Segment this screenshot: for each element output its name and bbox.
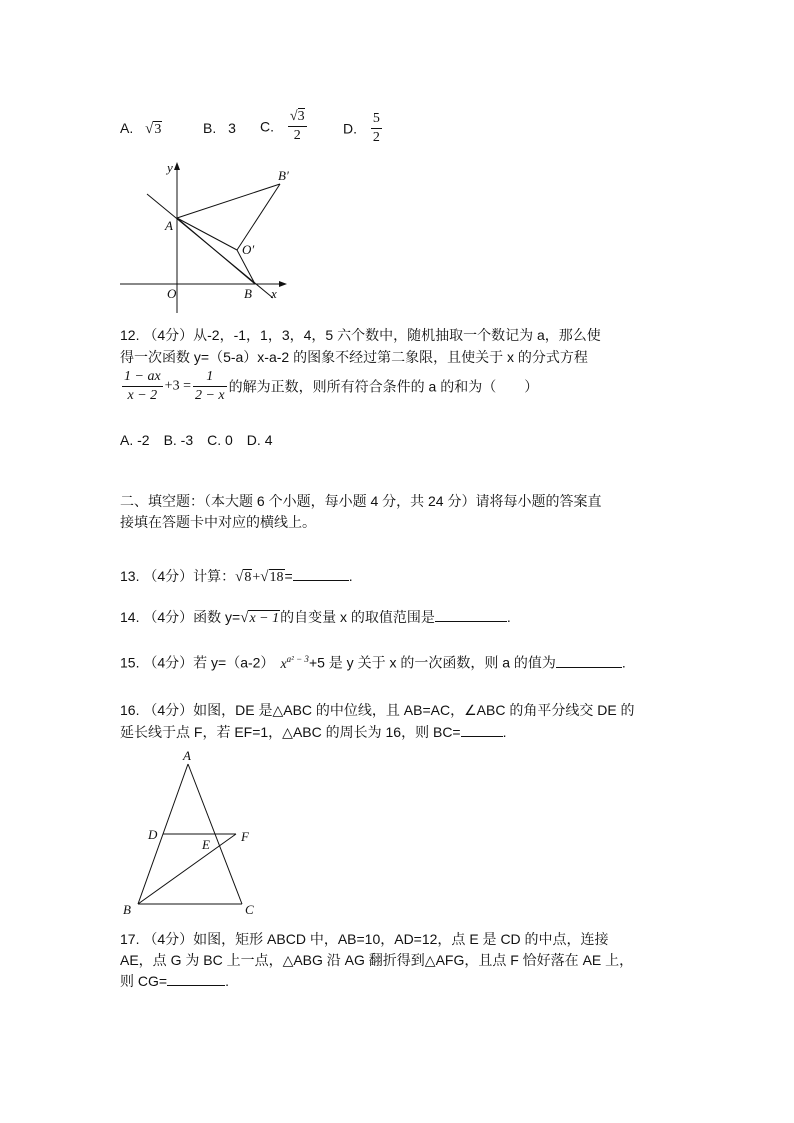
q17-line-2: AE，点 G 为 BC 上一点，△ABG 沿 AG 翻折得到△AFG，且点 F 恰好落在 AE 上， (120, 952, 634, 968)
q11-option-a (120, 118, 162, 140)
q12-equation-line (120, 368, 538, 405)
label-e: E (202, 837, 210, 852)
fraction (371, 110, 382, 147)
label-a: A (183, 748, 191, 763)
q11-option-c (260, 108, 309, 145)
label-o-prime: O′ (242, 242, 255, 257)
answer-blank[interactable] (435, 607, 507, 622)
numerator: 5 (371, 110, 382, 129)
q12-options: A. -2 B. -3 C. 0 D. 4 (120, 432, 273, 448)
plus-sign: + (252, 570, 261, 585)
label-b-prime: B′ (278, 168, 289, 183)
label-b: B (244, 286, 252, 301)
denominator: 2 (372, 130, 380, 145)
radicand: 8 (244, 570, 252, 585)
segment-a-op (177, 218, 237, 250)
period: . (502, 724, 507, 740)
q11-option-b (203, 118, 236, 138)
option-label: C. (260, 118, 274, 135)
fraction: $\frac{√3}{2}$ (289, 109, 305, 143)
label-x: x (271, 286, 277, 301)
q17-line-1: 17. （4分）如图，矩形 ABCD 中，AB=10，AD=12，点 E 是 CD 的中点，连接 (120, 931, 609, 947)
q16-line-2 (120, 722, 507, 742)
sqrt-symbol: √18 (260, 569, 284, 585)
sqrt-symbol: √3 (145, 121, 162, 137)
answer-blank[interactable] (167, 971, 225, 986)
q16-line-1: 16. （4分）如图，DE 是△ABC 的中位线，且 AB=AC，∠ABC 的角平分线交 DE 的 (120, 702, 635, 718)
q16-line-2-text: 延长线于点 F，若 EF=1，△ABC 的周长为 16，则 BC= (120, 724, 461, 740)
bisector-bf (138, 834, 236, 904)
period: . (225, 973, 229, 989)
q14 (120, 607, 511, 629)
fraction-right (193, 368, 227, 405)
q15-prefix: 15. （4分）若 y=（a-2） (120, 654, 275, 671)
q15-suffix: +5 是 y 关于 x 的一次函数，则 a 的值为 (308, 654, 556, 671)
q12-line-1: 12. （4分）从-2，-1，1，3，4，5 六个数中，随机抽取一个数记为 a，那么使 (120, 327, 601, 343)
radicand: 18 (269, 570, 284, 585)
answer-blank[interactable] (556, 653, 622, 668)
period: . (506, 609, 511, 625)
period: . (348, 568, 353, 584)
q17-line-3 (120, 971, 229, 991)
label-f: F (241, 829, 249, 844)
numerator: 3 (297, 109, 305, 124)
label-c: C (245, 902, 254, 917)
segment-bp-op (237, 184, 280, 250)
q11-option-d (343, 110, 384, 147)
label-b: B (123, 902, 131, 917)
radicand: x − 1 (249, 611, 280, 626)
denominator: x − 2 (127, 388, 158, 403)
label-y: y (167, 160, 173, 175)
power-base: x (280, 656, 287, 672)
q14-prefix: 14. （4分）函数 y= (120, 609, 241, 625)
equals-sign: = (284, 568, 293, 584)
section-2-heading-line-2: 接填在答题卡中对应的横线上。 (120, 514, 316, 530)
sqrt-symbol: √8 (235, 569, 252, 585)
answer-blank[interactable] (293, 566, 349, 581)
numerator: 1 (193, 368, 227, 387)
denominator: 2 − x (194, 388, 225, 403)
answer-blank[interactable] (461, 722, 503, 737)
sqrt-symbol: √x − 1 (240, 610, 280, 626)
q13 (120, 566, 353, 588)
y-axis-arrow (174, 162, 180, 170)
period: . (621, 654, 626, 671)
equation-operator: +3 = (164, 378, 191, 394)
segment-ab-prime (177, 184, 280, 218)
q14-suffix: 的自变量 x 的取值范围是 (280, 609, 435, 625)
radicand: 3 (154, 122, 162, 137)
q17-line-3-text: 则 CG= (120, 973, 168, 989)
q12-line-2: 得一次函数 y=（5-a）x-a-2 的图象不经过第二象限，且使关于 x 的分式方程 (120, 349, 588, 365)
label-a: A (165, 218, 173, 233)
denominator: 2 (293, 128, 301, 143)
option-label: D. (343, 120, 357, 137)
q11-figure (115, 158, 290, 318)
power-exponent: a² − 3 (286, 654, 309, 664)
option-label: A. (120, 120, 134, 136)
q12-line-3-tail: 的解为正数，则所有符合条件的 a 的和为（ ） (228, 378, 539, 395)
fraction-left (122, 368, 163, 405)
label-o: O (167, 286, 177, 301)
q16-figure (118, 748, 268, 920)
section-2-heading-line-1: 二、填空题：（本大题 6 个小题，每小题 4 分，共 24 分）请将每小题的答案直 (120, 493, 602, 509)
x-axis-arrow (279, 281, 287, 287)
numerator: 1 − ax (122, 368, 163, 387)
option-value: 3 (228, 120, 236, 136)
label-d: D (148, 827, 158, 842)
option-label: B. (203, 120, 217, 136)
q13-prefix: 13. （4分）计算： (120, 568, 236, 584)
q15 (120, 649, 626, 675)
